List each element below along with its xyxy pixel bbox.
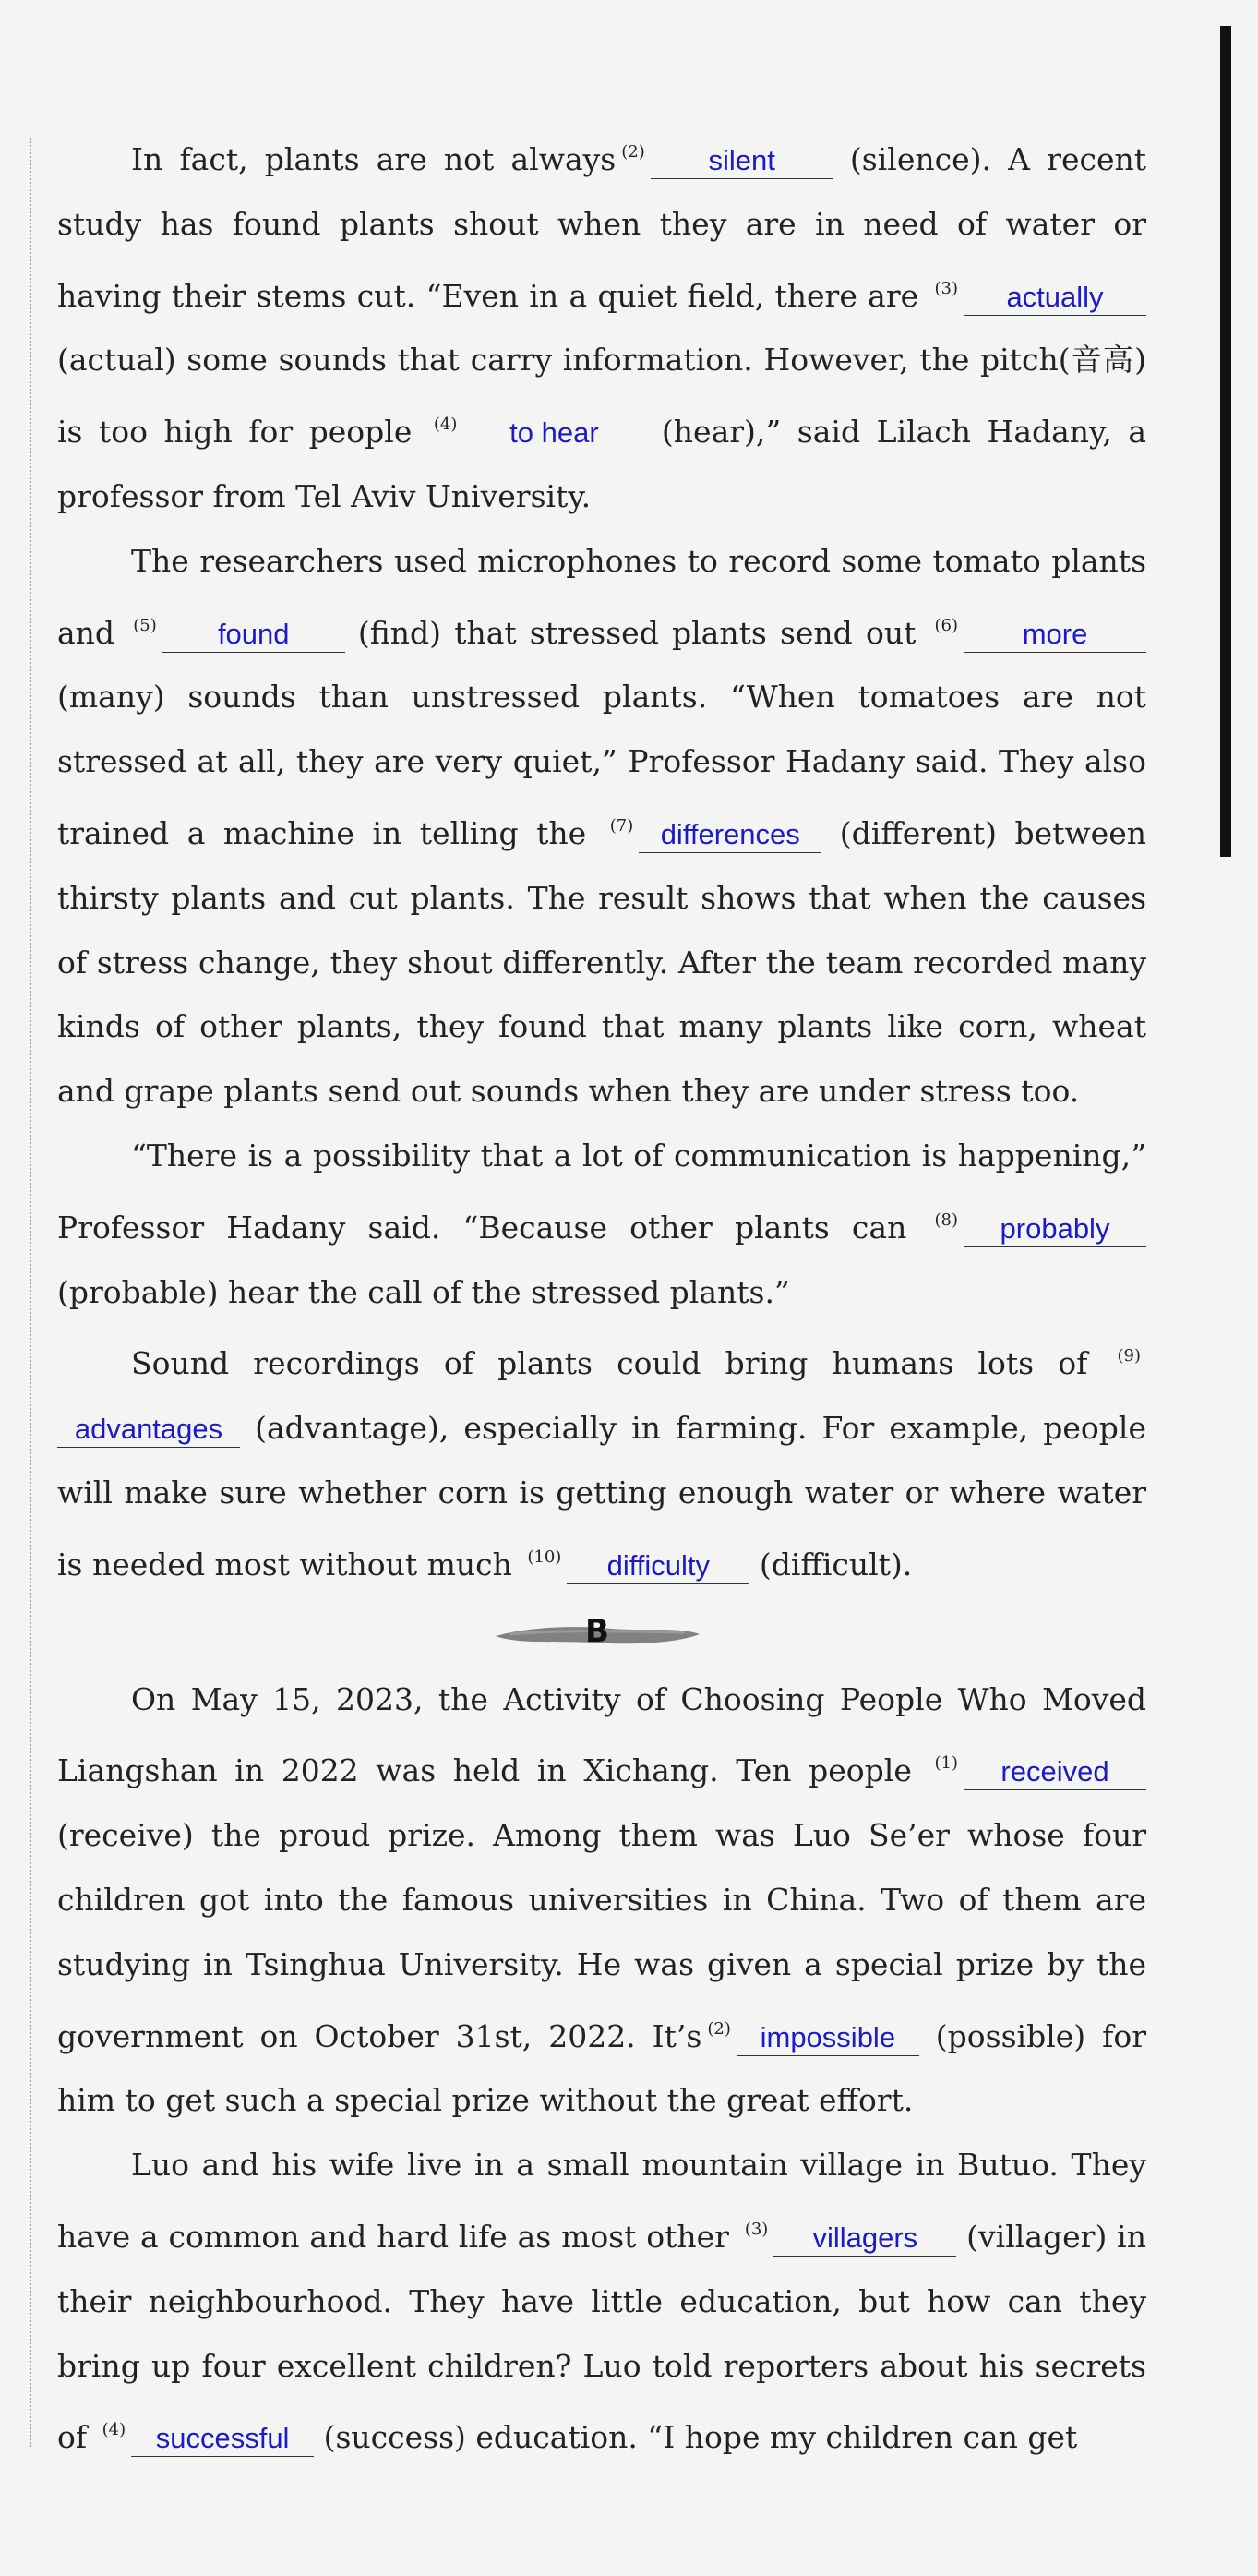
blank-number: (6) [934, 615, 959, 635]
text: In fact, plants are not always [131, 141, 617, 177]
blank-number: (1) [934, 1753, 958, 1774]
text: (silence). A recent study has found plants shout when they are in need of water or having their stems cut. “Even in a quiet field, there are [57, 141, 1147, 314]
section-b-label: B [585, 1612, 609, 1650]
section-divider [57, 1597, 1146, 1667]
text: “There is a possibility that a lot of communication is happening,” Professor Hadany said. “Because other plants can [57, 1137, 1146, 1246]
handwritten-answer: advantages [74, 1413, 223, 1446]
right-edge-bar [1220, 26, 1231, 857]
text: (hear),” said Lilach Hadany, a professor from Tel Aviv University. [57, 414, 1147, 514]
answer-blank-b3 [773, 2220, 956, 2257]
blank-number: (9) [1117, 1346, 1141, 1366]
text: (probable) hear the call of the stressed plants.” [57, 1273, 790, 1310]
answer-blank-a9 [57, 1411, 240, 1448]
blank-number: (4) [102, 2420, 126, 2440]
text: The researchers used microphones to record some tomato plants and [57, 542, 1146, 651]
handwritten-answer: found [217, 617, 290, 650]
answer-blank-b2 [737, 2019, 919, 2056]
section-b-banner [491, 1614, 703, 1651]
handwritten-answer: impossible [760, 2020, 896, 2053]
passage-a-paragraph-2 [57, 529, 1146, 1124]
handwritten-answer: actually [1006, 280, 1104, 313]
answer-blank-a6 [964, 616, 1146, 653]
blank-number: (2) [621, 142, 645, 162]
answer-blank-a7 [639, 816, 821, 853]
text: (many) sounds than unstressed plants. “When tomatoes are not stressed at all, they are very quiet,” Professor Hadany said. They also trained a machine in telling the [57, 679, 1146, 851]
answer-blank-b1 [964, 1753, 1146, 1790]
text: (difficult). [759, 1546, 913, 1583]
text: (villager) in their neighbourhood. They have little education, but how can they bring up four excellent children? Luo told reporters about his secrets of [57, 2218, 1146, 2456]
blank-number: (2) [707, 2018, 731, 2039]
passage-b-paragraph-1 [57, 1667, 1146, 2134]
handwritten-answer: differences [660, 817, 800, 850]
handwritten-answer: probably [1000, 1211, 1110, 1245]
text: (different) between thirsty plants and cut plants. The result shows that when the causes of stress change, they shout differently. After the team recorded many kinds of other plants, they found that many plants like corn, wheat and grape plants send out sounds when they are under stress too. [57, 814, 1146, 1110]
binding-margin-dots [30, 138, 31, 2447]
text: (find) that stressed plants send out [357, 614, 917, 651]
blank-number: (8) [934, 1210, 958, 1230]
text: (actual) some sounds that carry information. However, the pitch(音高) is too high for people [57, 342, 1146, 451]
passage-a-paragraph-1 [57, 120, 1146, 529]
answer-blank-b4 [131, 2420, 314, 2457]
handwritten-answer: difficulty [606, 1548, 711, 1582]
text: (receive) the proud prize. Among them was Luo Se’er whose four children got into the famous universities in China. Two of them are studying in Tsinghua University. He was given a special prize by the government on October 31st, 2022. It’s [57, 1817, 1146, 2054]
blank-number: (3) [934, 278, 958, 298]
text: (possible) for him to get such a special prize without the great effort. [57, 2017, 1146, 2119]
handwritten-answer: to hear [509, 416, 599, 450]
blank-number: (3) [744, 2219, 769, 2239]
exercise-page [57, 120, 1146, 2470]
answer-blank-a2 [651, 142, 833, 179]
handwritten-answer: more [1022, 617, 1088, 650]
passage-a-paragraph-3 [57, 1124, 1146, 1324]
handwritten-answer: successful [155, 2422, 290, 2455]
answer-blank-a5 [162, 616, 345, 653]
answer-blank-a10 [567, 1547, 749, 1584]
text: Sound recordings of plants could bring humans lots of [131, 1345, 1088, 1382]
blank-number: (7) [609, 815, 634, 836]
text: On May 15, 2023, the Activity of Choosing People Who Moved Liangshan in 2022 was held in Xichang. Ten people [57, 1680, 1146, 1789]
passage-a-paragraph-4 [57, 1324, 1146, 1596]
answer-blank-a3 [964, 279, 1146, 316]
blank-number: (4) [433, 415, 458, 435]
handwritten-answer: silent [708, 144, 775, 176]
blank-number: (5) [133, 615, 157, 635]
text: Luo and his wife live in a small mountain village in Butuo. They have a common and hard life as most other [57, 2147, 1146, 2255]
text: (success) education. “I hope my children can get [323, 2419, 1078, 2456]
handwritten-answer: villagers [812, 2221, 918, 2254]
handwritten-answer: received [1000, 1755, 1109, 1788]
blank-number: (10) [527, 1547, 562, 1567]
passage-b-paragraph-2 [57, 2133, 1146, 2470]
answer-blank-a4 [462, 415, 645, 451]
answer-blank-a8 [964, 1210, 1146, 1247]
text: (advantage), especially in farming. For example, people will make sure whether corn is getting enough water or where water is needed most without much [57, 1410, 1146, 1583]
